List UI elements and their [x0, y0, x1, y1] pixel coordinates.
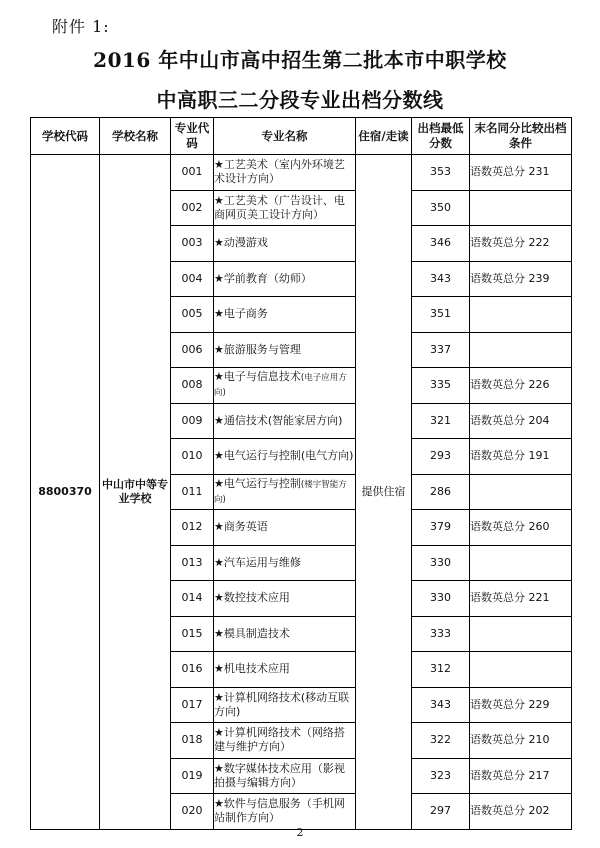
min-score-cell: 343: [412, 687, 470, 723]
major-code-cell: 017: [171, 687, 214, 723]
major-name-text: 工艺美术（广告设计、电商网页美工设计方向）: [214, 193, 345, 221]
major-name-text: 电气运行与控制(电气方向): [223, 449, 354, 463]
page-number: 2: [296, 826, 304, 839]
major-name-cell: [214, 616, 356, 652]
major-code-cell: 001: [171, 155, 214, 191]
tie-rule-cell: [470, 297, 572, 333]
major-name-cell: [214, 155, 356, 191]
major-code-cell: 015: [171, 616, 214, 652]
major-name-note: (楼宇智能方向): [214, 479, 347, 505]
star-icon: ★: [214, 555, 224, 569]
min-score-cell: 312: [412, 652, 470, 688]
major-code-cell: 018: [171, 723, 214, 759]
major-name-cell: [214, 297, 356, 333]
major-code-cell: 005: [171, 297, 214, 333]
major-name-cell: [214, 332, 356, 368]
tie-rule-cell: 语数英总分 231: [470, 155, 572, 191]
star-icon: ★: [214, 761, 224, 775]
star-icon: ★: [214, 342, 224, 356]
document-title-line2: 中高职三二分段专业出档分数线: [156, 88, 444, 112]
header-school-name: 学校名称: [100, 118, 171, 155]
major-name-text: 软件与信息服务（手机网站制作方向）: [214, 797, 345, 825]
star-icon: ★: [214, 271, 224, 285]
major-name-text: 商务英语: [223, 520, 268, 534]
major-name-text: 模具制造技术: [223, 626, 290, 640]
star-icon: ★: [214, 370, 224, 384]
major-name-cell: [214, 226, 356, 262]
school-name-cell: 中山市中等专业学校: [100, 155, 171, 830]
major-name-text: 数控技术应用: [223, 591, 290, 605]
header-boarding: 住宿/走读: [356, 118, 412, 155]
tie-rule-cell: 语数英总分 210: [470, 723, 572, 759]
tie-rule-cell: 语数英总分 222: [470, 226, 572, 262]
major-name-text: 学前教育（幼师）: [223, 271, 312, 285]
major-name-text: 机电技术应用: [223, 662, 290, 676]
tie-rule-cell: [470, 545, 572, 581]
min-score-cell: 337: [412, 332, 470, 368]
major-code-cell: 016: [171, 652, 214, 688]
major-name-cell: [214, 794, 356, 830]
min-score-cell: 293: [412, 439, 470, 475]
tie-rule-cell: 语数英总分 260: [470, 510, 572, 546]
boarding-cell: 提供住宿: [356, 155, 412, 830]
tie-rule-cell: 语数英总分 229: [470, 687, 572, 723]
min-score-cell: 323: [412, 758, 470, 794]
header-major-code: 专业代码: [171, 118, 214, 155]
star-icon: ★: [214, 690, 224, 704]
major-name-text: 电子与信息技术: [223, 370, 301, 384]
min-score-cell: 286: [412, 474, 470, 510]
major-name-cell: [214, 687, 356, 723]
star-icon: ★: [214, 797, 224, 811]
major-name-text: 数字媒体技术应用（影视拍摄与编辑方向）: [214, 761, 345, 789]
major-code-cell: 010: [171, 439, 214, 475]
min-score-cell: 379: [412, 510, 470, 546]
major-name-text: 电气运行与控制: [223, 476, 301, 490]
major-code-cell: 006: [171, 332, 214, 368]
major-code-cell: 008: [171, 368, 214, 404]
major-name-cell: [214, 723, 356, 759]
star-icon: ★: [214, 520, 224, 534]
star-icon: ★: [214, 726, 224, 740]
tie-rule-cell: 语数英总分 221: [470, 581, 572, 617]
star-icon: ★: [214, 236, 224, 250]
major-name-cell: [214, 261, 356, 297]
major-name-cell: [214, 439, 356, 475]
major-name-text: 旅游服务与管理: [223, 342, 301, 356]
star-icon: ★: [214, 413, 224, 427]
major-name-cell: [214, 581, 356, 617]
header-row: [31, 118, 572, 155]
major-name-cell: [214, 403, 356, 439]
min-score-cell: 322: [412, 723, 470, 759]
major-code-cell: 013: [171, 545, 214, 581]
major-name-note: (电子应用方向): [214, 373, 347, 399]
table-row: [31, 155, 572, 191]
major-code-cell: 020: [171, 794, 214, 830]
major-code-cell: 002: [171, 190, 214, 226]
min-score-cell: 321: [412, 403, 470, 439]
tie-rule-cell: [470, 652, 572, 688]
major-name-text: 电子商务: [223, 307, 268, 321]
school-code-cell: 8800370: [31, 155, 100, 830]
min-score-cell: 353: [412, 155, 470, 191]
min-score-cell: 350: [412, 190, 470, 226]
tie-rule-cell: [470, 474, 572, 510]
major-name-cell: [214, 368, 356, 404]
major-code-cell: 009: [171, 403, 214, 439]
header-tie-rule: 末名同分比较出档条件: [470, 118, 572, 155]
attachment-label: 附件 1:: [52, 17, 110, 36]
score-table: [30, 117, 572, 830]
major-name-cell: [214, 545, 356, 581]
major-code-cell: 019: [171, 758, 214, 794]
tie-rule-cell: 语数英总分 202: [470, 794, 572, 830]
major-name-text: 动漫游戏: [223, 236, 268, 250]
min-score-cell: 330: [412, 545, 470, 581]
tie-rule-cell: 语数英总分 239: [470, 261, 572, 297]
tie-rule-cell: [470, 190, 572, 226]
star-icon: ★: [214, 476, 224, 490]
tie-rule-cell: 语数英总分 191: [470, 439, 572, 475]
major-code-cell: 004: [171, 261, 214, 297]
major-name-cell: [214, 758, 356, 794]
star-icon: ★: [214, 591, 224, 605]
tie-rule-cell: 语数英总分 226: [470, 368, 572, 404]
major-name-text: 工艺美术（室内外环境艺术设计方向）: [214, 158, 345, 186]
document-title-line1: 2016 年中山市高中招生第二批本市中职学校: [93, 48, 507, 72]
major-name-cell: [214, 510, 356, 546]
header-min-score: 出档最低分数: [412, 118, 470, 155]
header-major-name: 专业名称: [214, 118, 356, 155]
min-score-cell: 330: [412, 581, 470, 617]
major-name-text: 计算机网络技术(移动互联方向): [214, 690, 350, 718]
major-name-text: 通信技术(智能家居方向): [223, 413, 343, 427]
min-score-cell: 351: [412, 297, 470, 333]
tie-rule-cell: [470, 332, 572, 368]
major-name-text: 计算机网络技术（网络搭建与维护方向）: [214, 726, 345, 754]
major-code-cell: 014: [171, 581, 214, 617]
major-code-cell: 003: [171, 226, 214, 262]
tie-rule-cell: 语数英总分 217: [470, 758, 572, 794]
major-name-cell: [214, 190, 356, 226]
min-score-cell: 335: [412, 368, 470, 404]
min-score-cell: 343: [412, 261, 470, 297]
major-name-cell: [214, 474, 356, 510]
star-icon: ★: [214, 307, 224, 321]
header-school-code: 学校代码: [31, 118, 100, 155]
star-icon: ★: [214, 449, 224, 463]
star-icon: ★: [214, 158, 224, 172]
major-name-text: 汽车运用与维修: [223, 555, 301, 569]
min-score-cell: 297: [412, 794, 470, 830]
major-code-cell: 011: [171, 474, 214, 510]
min-score-cell: 333: [412, 616, 470, 652]
tie-rule-cell: [470, 616, 572, 652]
star-icon: ★: [214, 626, 224, 640]
star-icon: ★: [214, 193, 224, 207]
major-code-cell: 012: [171, 510, 214, 546]
star-icon: ★: [214, 662, 224, 676]
min-score-cell: 346: [412, 226, 470, 262]
major-name-cell: [214, 652, 356, 688]
tie-rule-cell: 语数英总分 204: [470, 403, 572, 439]
